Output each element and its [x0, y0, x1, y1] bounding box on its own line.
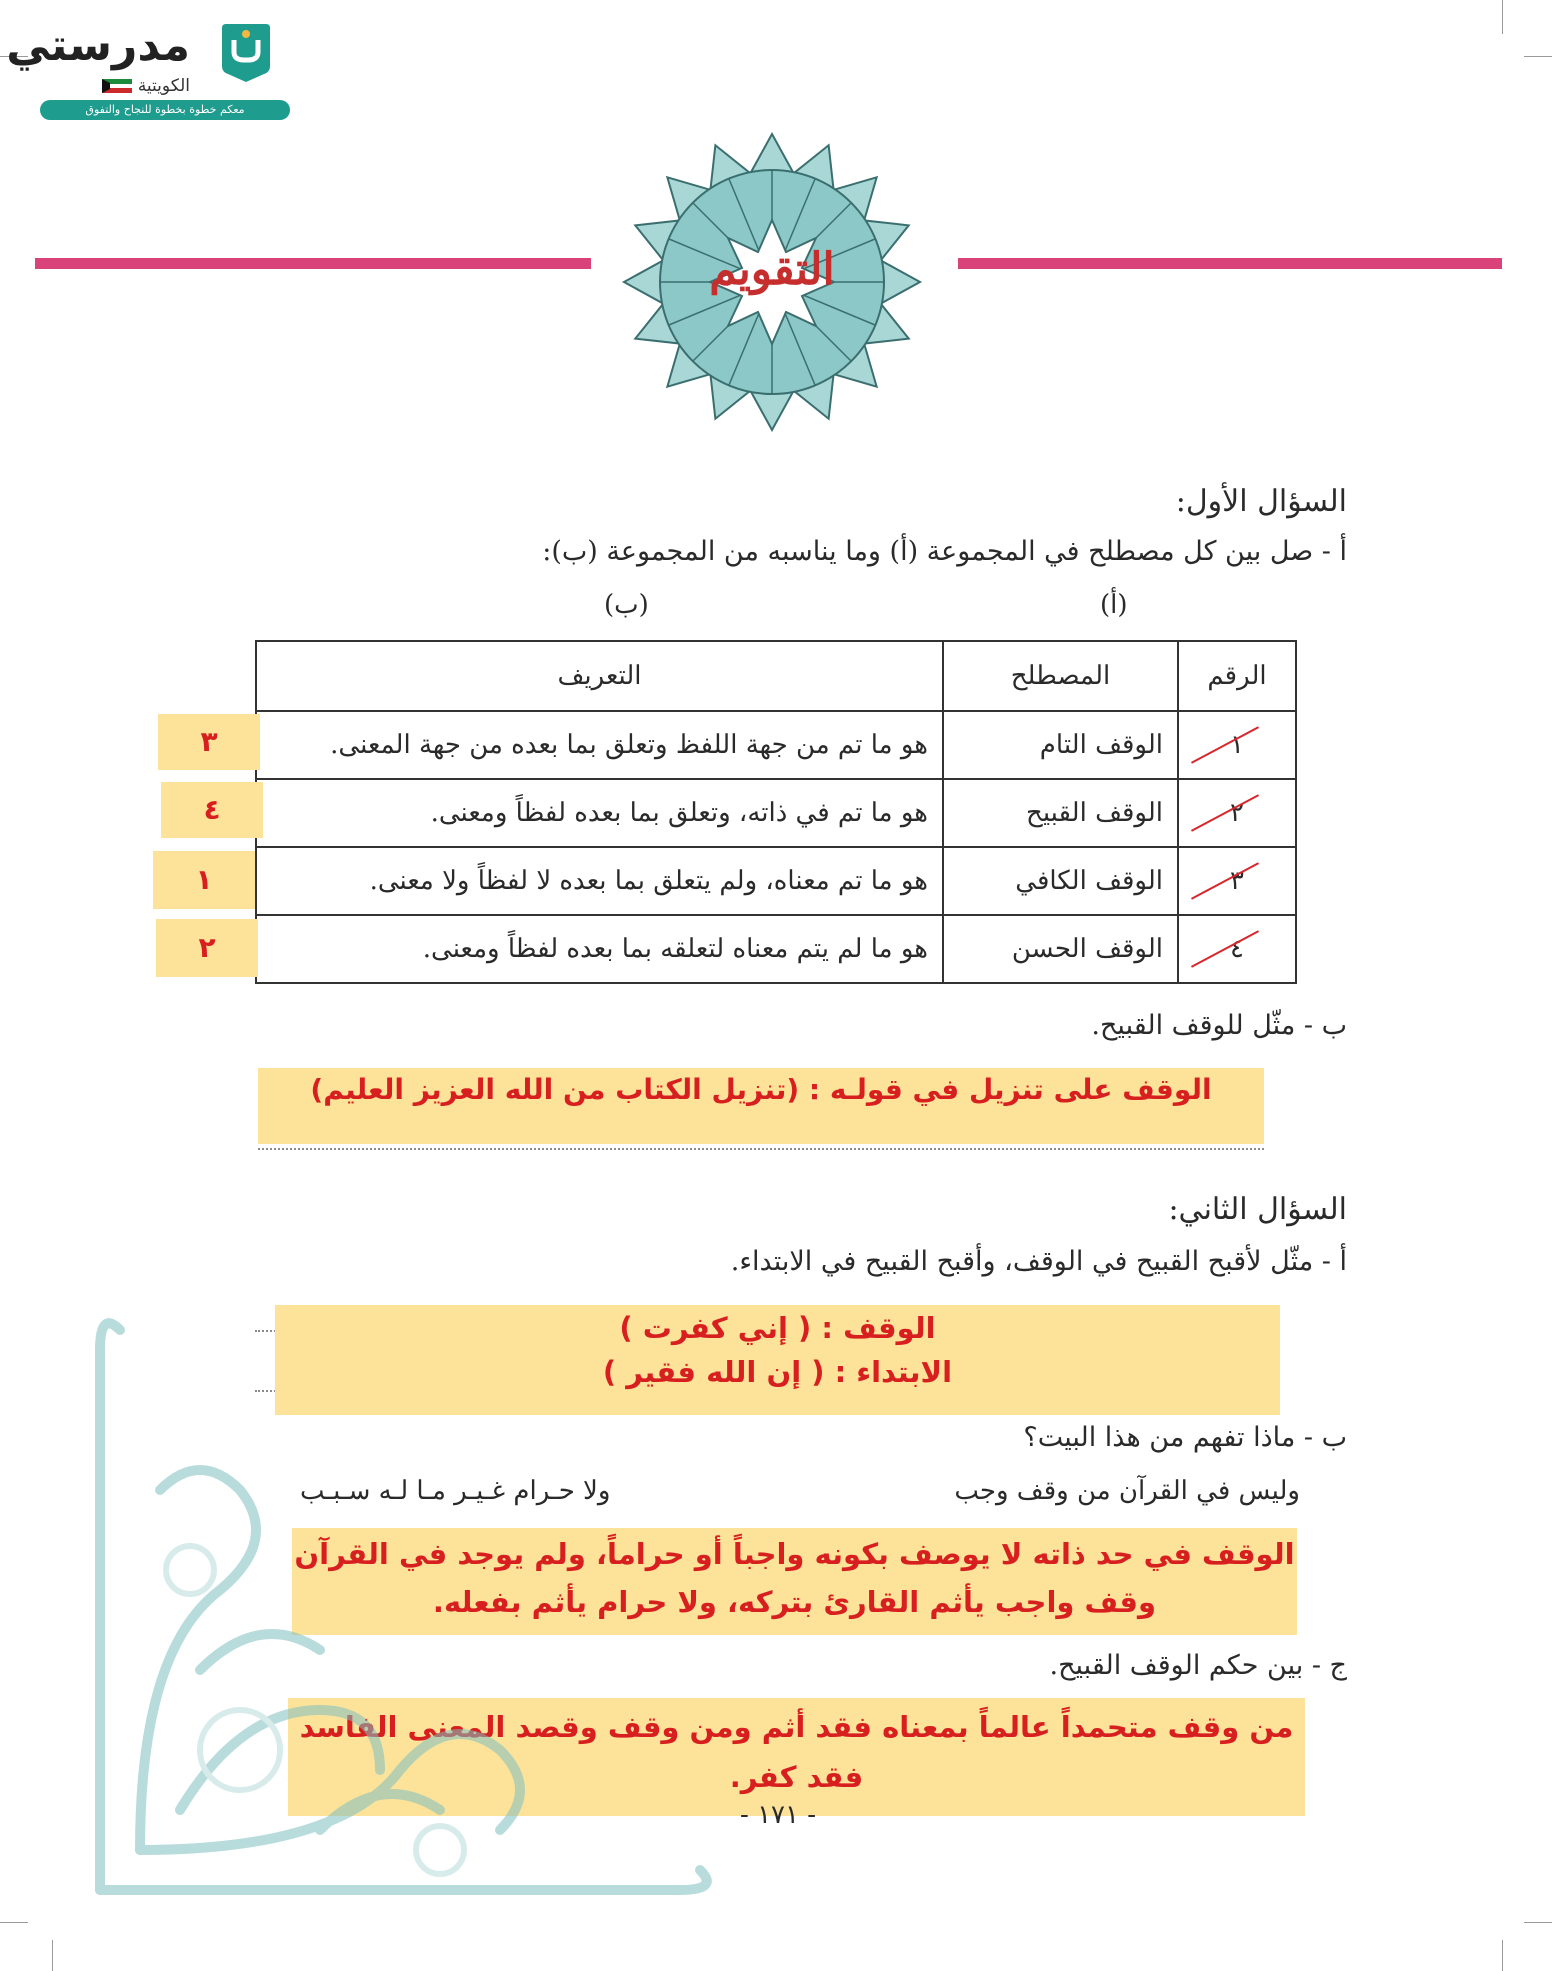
table-row: [256, 779, 1296, 847]
crop-mark: [1502, 1940, 1503, 1971]
strike-mark: [1191, 794, 1259, 831]
table-row: [256, 915, 1296, 983]
section-title: التقويم: [709, 244, 835, 295]
header-rule-right: [958, 258, 1502, 269]
answer-stop: الوقف : ( إني كفرت ): [619, 1311, 936, 1345]
logo-tagline: معكم خطوة بخطوة للنجاح والتفوق: [40, 100, 290, 120]
row-term: الوقف القبيح: [943, 779, 1178, 847]
answer-start: الابتداء : ( إن الله فقير ): [602, 1355, 953, 1389]
strike-mark: [1191, 930, 1259, 967]
crop-mark: [1524, 1922, 1552, 1923]
row-term: الوقف الحسن: [943, 915, 1178, 983]
col-header-def: التعريف: [256, 641, 943, 711]
q2-part-b: ب - ماذا تفهم من هذا البيت؟: [1023, 1422, 1347, 1453]
q1-part-b-answer: الوقف على تنزيل في قولـه : (تنزيل الكتاب من الله العزيز العليم): [258, 1068, 1264, 1144]
matching-table: [255, 640, 1297, 984]
crop-mark: [1524, 56, 1552, 57]
crop-mark: [52, 1940, 53, 1971]
q1-part-b: ب - مثّل للوقف القبيح.: [1091, 1010, 1347, 1041]
match-answer-4: ٢: [156, 919, 258, 977]
logo-brand: مدرستي: [6, 20, 190, 71]
site-logo[interactable]: [6, 20, 280, 120]
row-term: الوقف الكافي: [943, 847, 1178, 915]
match-answer-3: ١: [153, 851, 255, 909]
row-term: الوقف التام: [943, 711, 1178, 779]
table-row: [256, 847, 1296, 915]
crop-mark: [0, 1922, 28, 1923]
row-def: هو ما تم في ذاته، وتعلق بما بعده لفظاً ومعنى.: [256, 779, 943, 847]
q1-title: السؤال الأول:: [1175, 484, 1347, 519]
row-num: ٣: [1178, 847, 1296, 915]
logo-subtitle: الكويتية: [102, 76, 190, 96]
row-def: هو ما تم من جهة اللفظ وتعلق بما بعده من جهة المعنى.: [256, 711, 943, 779]
strike-mark: [1191, 862, 1259, 899]
row-def: هو ما لم يتم معناه لتعلقه بما بعده لفظاً ومعنى.: [256, 915, 943, 983]
row-num: ٤: [1178, 915, 1296, 983]
row-num: ٢: [1178, 779, 1296, 847]
header-rule-left: [35, 258, 591, 269]
q2-part-c-answer: من وقف متحمداً عالماً بمعناه فقد أثم ومن وقف وقصد المعنى الفاسد فقد كفر.: [288, 1698, 1305, 1816]
section-emblem: [612, 132, 932, 432]
verse-hemistich-2: ولا حـرام غـيـر مـا لـه سـبـب: [300, 1476, 611, 1506]
q1-part-a: أ - صل بين كل مصطلح في المجموعة (أ) وما يناسبه من المجموعة (ب):: [542, 536, 1347, 567]
logo-book-icon: [218, 22, 274, 84]
kuwait-flag-icon: [102, 79, 132, 93]
strike-mark: [1191, 726, 1259, 763]
row-def: هو ما تم معناه، ولم يتعلق بما بعده لا لفظاً ولا معنى.: [256, 847, 943, 915]
q2-part-a: أ - مثّل لأقبح القبيح في الوقف، وأقبح القبيح في الابتداء.: [730, 1246, 1347, 1277]
group-b-label: (ب): [604, 590, 649, 620]
table-header-row: [256, 641, 1296, 711]
q2-part-b-answer: الوقف في حد ذاته لا يوصف بكونه واجباً أو حراماً، ولم يوجد في القرآن وقف واجب يأثم القارئ بتركه، ولا حرام يأثم بفعله.: [292, 1528, 1297, 1635]
group-a-label: (أ): [1100, 590, 1128, 620]
table-row: [256, 711, 1296, 779]
verse-hemistich-1: وليس في القرآن من وقف وجب: [954, 1476, 1300, 1506]
match-answer-1: ٣: [158, 714, 260, 770]
row-num: ١: [1178, 711, 1296, 779]
col-header-term: المصطلح: [943, 641, 1178, 711]
answer-line: [258, 1148, 1264, 1150]
col-header-num: الرقم: [1178, 641, 1296, 711]
q2-title: السؤال الثاني:: [1168, 1192, 1347, 1227]
crop-mark: [1502, 0, 1503, 34]
page-number: - ١٧١ -: [740, 1800, 817, 1830]
corner-ornament: [80, 1290, 720, 1910]
match-answer-2: ٤: [161, 782, 263, 838]
q2-part-c: ج - بين حكم الوقف القبيح.: [1049, 1650, 1347, 1681]
